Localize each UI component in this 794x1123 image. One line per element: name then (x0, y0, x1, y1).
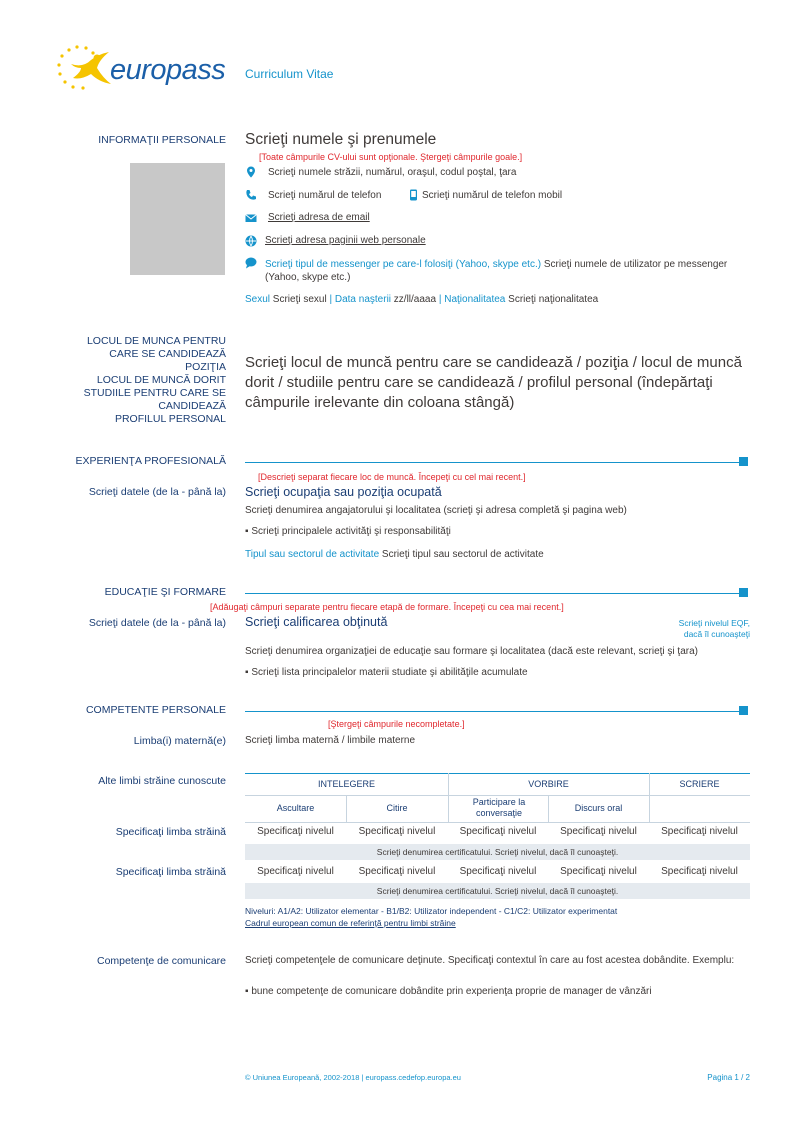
location-pin-icon (245, 166, 257, 178)
email-icon (245, 212, 257, 224)
birth-value: zz/ll/aaaa (393, 294, 437, 305)
experience-note: [Descrieţi separat fiecare loc de muncă. Începeţi cu cel mai recent.] (258, 472, 526, 482)
job-label-line: POZIŢIA (185, 361, 226, 373)
messenger-info (265, 258, 750, 284)
table-header-line (245, 795, 750, 796)
sector-line (245, 549, 544, 560)
communication-example: ▪ bune competenţe de comunicare dobândite prin experienţa proprie de manager de vânzări (245, 986, 652, 997)
logo-text: europass (110, 54, 226, 86)
level-cell: Specificaţi nivelul (257, 826, 334, 837)
education-note: [Adăugaţi câmpuri separate pentru fiecare etapă de formare. Începeţi cu cea mai recent.] (210, 602, 564, 612)
level-cell: Specificaţi nivelul (661, 826, 738, 837)
level-cell: Specificaţi nivelul (358, 866, 436, 877)
level-cell: Specificaţi nivelul (459, 866, 537, 877)
cefr-link[interactable]: Cadrul european comun de referinţă pentru limbi străine (245, 918, 456, 928)
level-cell: Specificaţi nivelul (661, 866, 738, 877)
experience-dates: Scrieţi datele (de la - până la) (88, 486, 226, 498)
experience-divider (245, 462, 743, 463)
messenger-type: Scrieţi tipul de messenger pe care-l folosiţi (Yahoo, skype etc.) (265, 259, 542, 270)
personal-details-line (245, 294, 598, 305)
level-cell: Specificaţi nivelul (560, 866, 637, 877)
eqf-level (630, 618, 750, 640)
group-header-speaking: VORBIRE (528, 779, 569, 789)
page-number: Pagina 1 / 2 (707, 1073, 750, 1082)
subheader-listening: Ascultare (276, 803, 315, 813)
skills-divider-marker (739, 706, 748, 715)
language-name: Specificaţi limba străină (115, 826, 226, 838)
job-label-line: LOCUL DE MUNCA PENTRU (86, 335, 226, 347)
subjects: ▪ Scrieţi lista principalelor materii studiate şi abilităţile acumulate (245, 667, 528, 678)
website-link[interactable]: Scrieţi adresa paginii web personale (265, 235, 426, 246)
messenger-bubble-icon (245, 257, 257, 269)
employer: Scrieţi denumirea angajatorului şi localitatea (scrieţi şi adresa completă şi pagina web) (245, 505, 627, 516)
job-target-text: Scrieţi locul de muncă pentru care se candidează / poziţia / locul de muncă dorit / studiile pentru care se candidează / profilul personal (îndepărtaţi câmpurile irelevante din coloana stângă) (245, 354, 742, 411)
level-cell: Specificaţi nivelul (459, 826, 537, 837)
skills-section-label: COMPETENTE PERSONALE (85, 704, 226, 716)
table-top-line (245, 773, 750, 774)
globe-icon (245, 235, 257, 247)
mother-tongue-label: Limba(i) maternă(e) (133, 735, 226, 747)
footer-copyright: © Uniunea Europeană, 2002-2018 | europass.cedefop.europa.eu (245, 1073, 461, 1082)
personal-section-label: INFORMAŢII PERSONALE (98, 134, 226, 146)
eqf-line: Scrieţi nivelul EQF, (678, 618, 750, 628)
job-label-line: CARE SE CANDIDEAZĂ (109, 348, 226, 360)
full-name: Scrieţi numele şi prenumele (245, 131, 437, 148)
job-label-line: PROFILUL PERSONAL (114, 413, 226, 425)
communication-label: Competenţe de comunicare (97, 955, 226, 967)
email-link[interactable]: Scrieţi adresa de email (268, 212, 370, 223)
level-cell: Specificaţi nivelul (560, 826, 637, 837)
subheader-production: Discurs oral (574, 803, 623, 813)
optional-note: [Toate câmpurile CV-ului sunt opţionale. Ştergeţi câmpurile goale.] (259, 152, 523, 162)
messenger-user: Scrieţi numele de utilizator pe messenger (Yahoo, skype etc.) (265, 259, 728, 283)
eqf-line: dacă îl cunoaşteţi (683, 629, 750, 639)
qualification: Scrieţi calificarea obţinută (245, 615, 388, 629)
group-header-writing: SCRIERE (679, 779, 720, 789)
sex-value: Scrieţi sexul (272, 294, 327, 305)
education-divider (245, 593, 743, 594)
birth-label: Data naşterii (334, 294, 392, 305)
phone-text: Scrieţi numărul de telefon (268, 190, 382, 201)
separator: | (329, 294, 333, 305)
certificate-row: Scrieţi denumirea certificatului. Scrieţi nivelul, dacă îl cunoaşteţi. (245, 883, 750, 899)
activities: ▪ Scrieţi principalele activităţi şi responsabilităţi (245, 526, 451, 537)
phone-icon (245, 189, 257, 201)
level-cell: Specificaţi nivelul (257, 866, 334, 877)
mother-tongue-value: Scrieţi limba maternă / limbile materne (245, 735, 416, 746)
sector-label: Tipul sau sectorul de activitate (245, 549, 380, 560)
education-dates: Scrieţi datele (de la - până la) (88, 617, 226, 629)
address-text: Scrieţi numele străzii, numărul, oraşul, codul poştal, ţara (268, 167, 517, 178)
subheader-reading: Citire (386, 803, 408, 813)
certificate-row: Scrieţi denumirea certificatului. Scrieţi nivelul, dacă îl cunoaşteţi. (245, 844, 750, 860)
mobile-text: Scrieţi numărul de telefon mobil (422, 190, 563, 201)
job-target-labels (20, 335, 226, 426)
organisation: Scrieţi denumirea organizaţiei de educaţie sau formare şi localitatea (dacă este relevant, scrieţi şi ţara) (245, 646, 698, 657)
nationality-label: Naţionalitatea (444, 294, 506, 305)
experience-section-label: EXPERIENŢA PROFESIONALĂ (75, 455, 226, 467)
skills-note: [Ştergeţi câmpurile necompletate.] (328, 719, 465, 729)
experience-divider-marker (739, 457, 748, 466)
education-divider-marker (739, 588, 748, 597)
education-section-label: EDUCAŢIE ŞI FORMARE (104, 586, 226, 598)
sector-value: Scrieţi tipul sau sectorul de activitate (381, 549, 544, 560)
separator: | (438, 294, 442, 305)
job-label-line: LOCUL DE MUNCĂ DORIT (96, 374, 226, 386)
subheader-interaction: Participare la conversaţie (472, 797, 526, 818)
levels-legend: Niveluri: A1/A2: Utilizator elementar - B1/B2: Utilizator independent - C1/C2: Utilizator experimentat (245, 906, 618, 916)
job-label-line: CANDIDEAZĂ (158, 400, 226, 412)
table-subheader-line (245, 822, 750, 823)
language-name: Specificaţi limba străină (115, 866, 226, 878)
mobile-phone-icon (409, 189, 418, 201)
job-label-line: STUDIILE PENTRU CARE SE (83, 387, 226, 399)
skills-divider (245, 711, 743, 712)
nationality-value: Scrieţi naţionalitatea (508, 294, 599, 305)
europass-logo (55, 44, 230, 90)
other-languages-label: Alte limbi străine cunoscute (98, 775, 226, 787)
occupation: Scrieţi ocupaţia sau poziţia ocupată (245, 485, 442, 499)
communication-text: Scrieţi competenţele de comunicare deţinute. Specificaţi contextul în care au fost acestea dobândite. Exemplu: (245, 955, 735, 966)
sex-label: Sexul (245, 294, 271, 305)
photo-placeholder (130, 163, 225, 275)
level-cell: Specificaţi nivelul (358, 826, 436, 837)
group-header-understanding: INTELEGERE (317, 779, 375, 789)
europass-star-figure-icon (55, 44, 117, 90)
doc-title: Curriculum Vitae (245, 67, 334, 81)
